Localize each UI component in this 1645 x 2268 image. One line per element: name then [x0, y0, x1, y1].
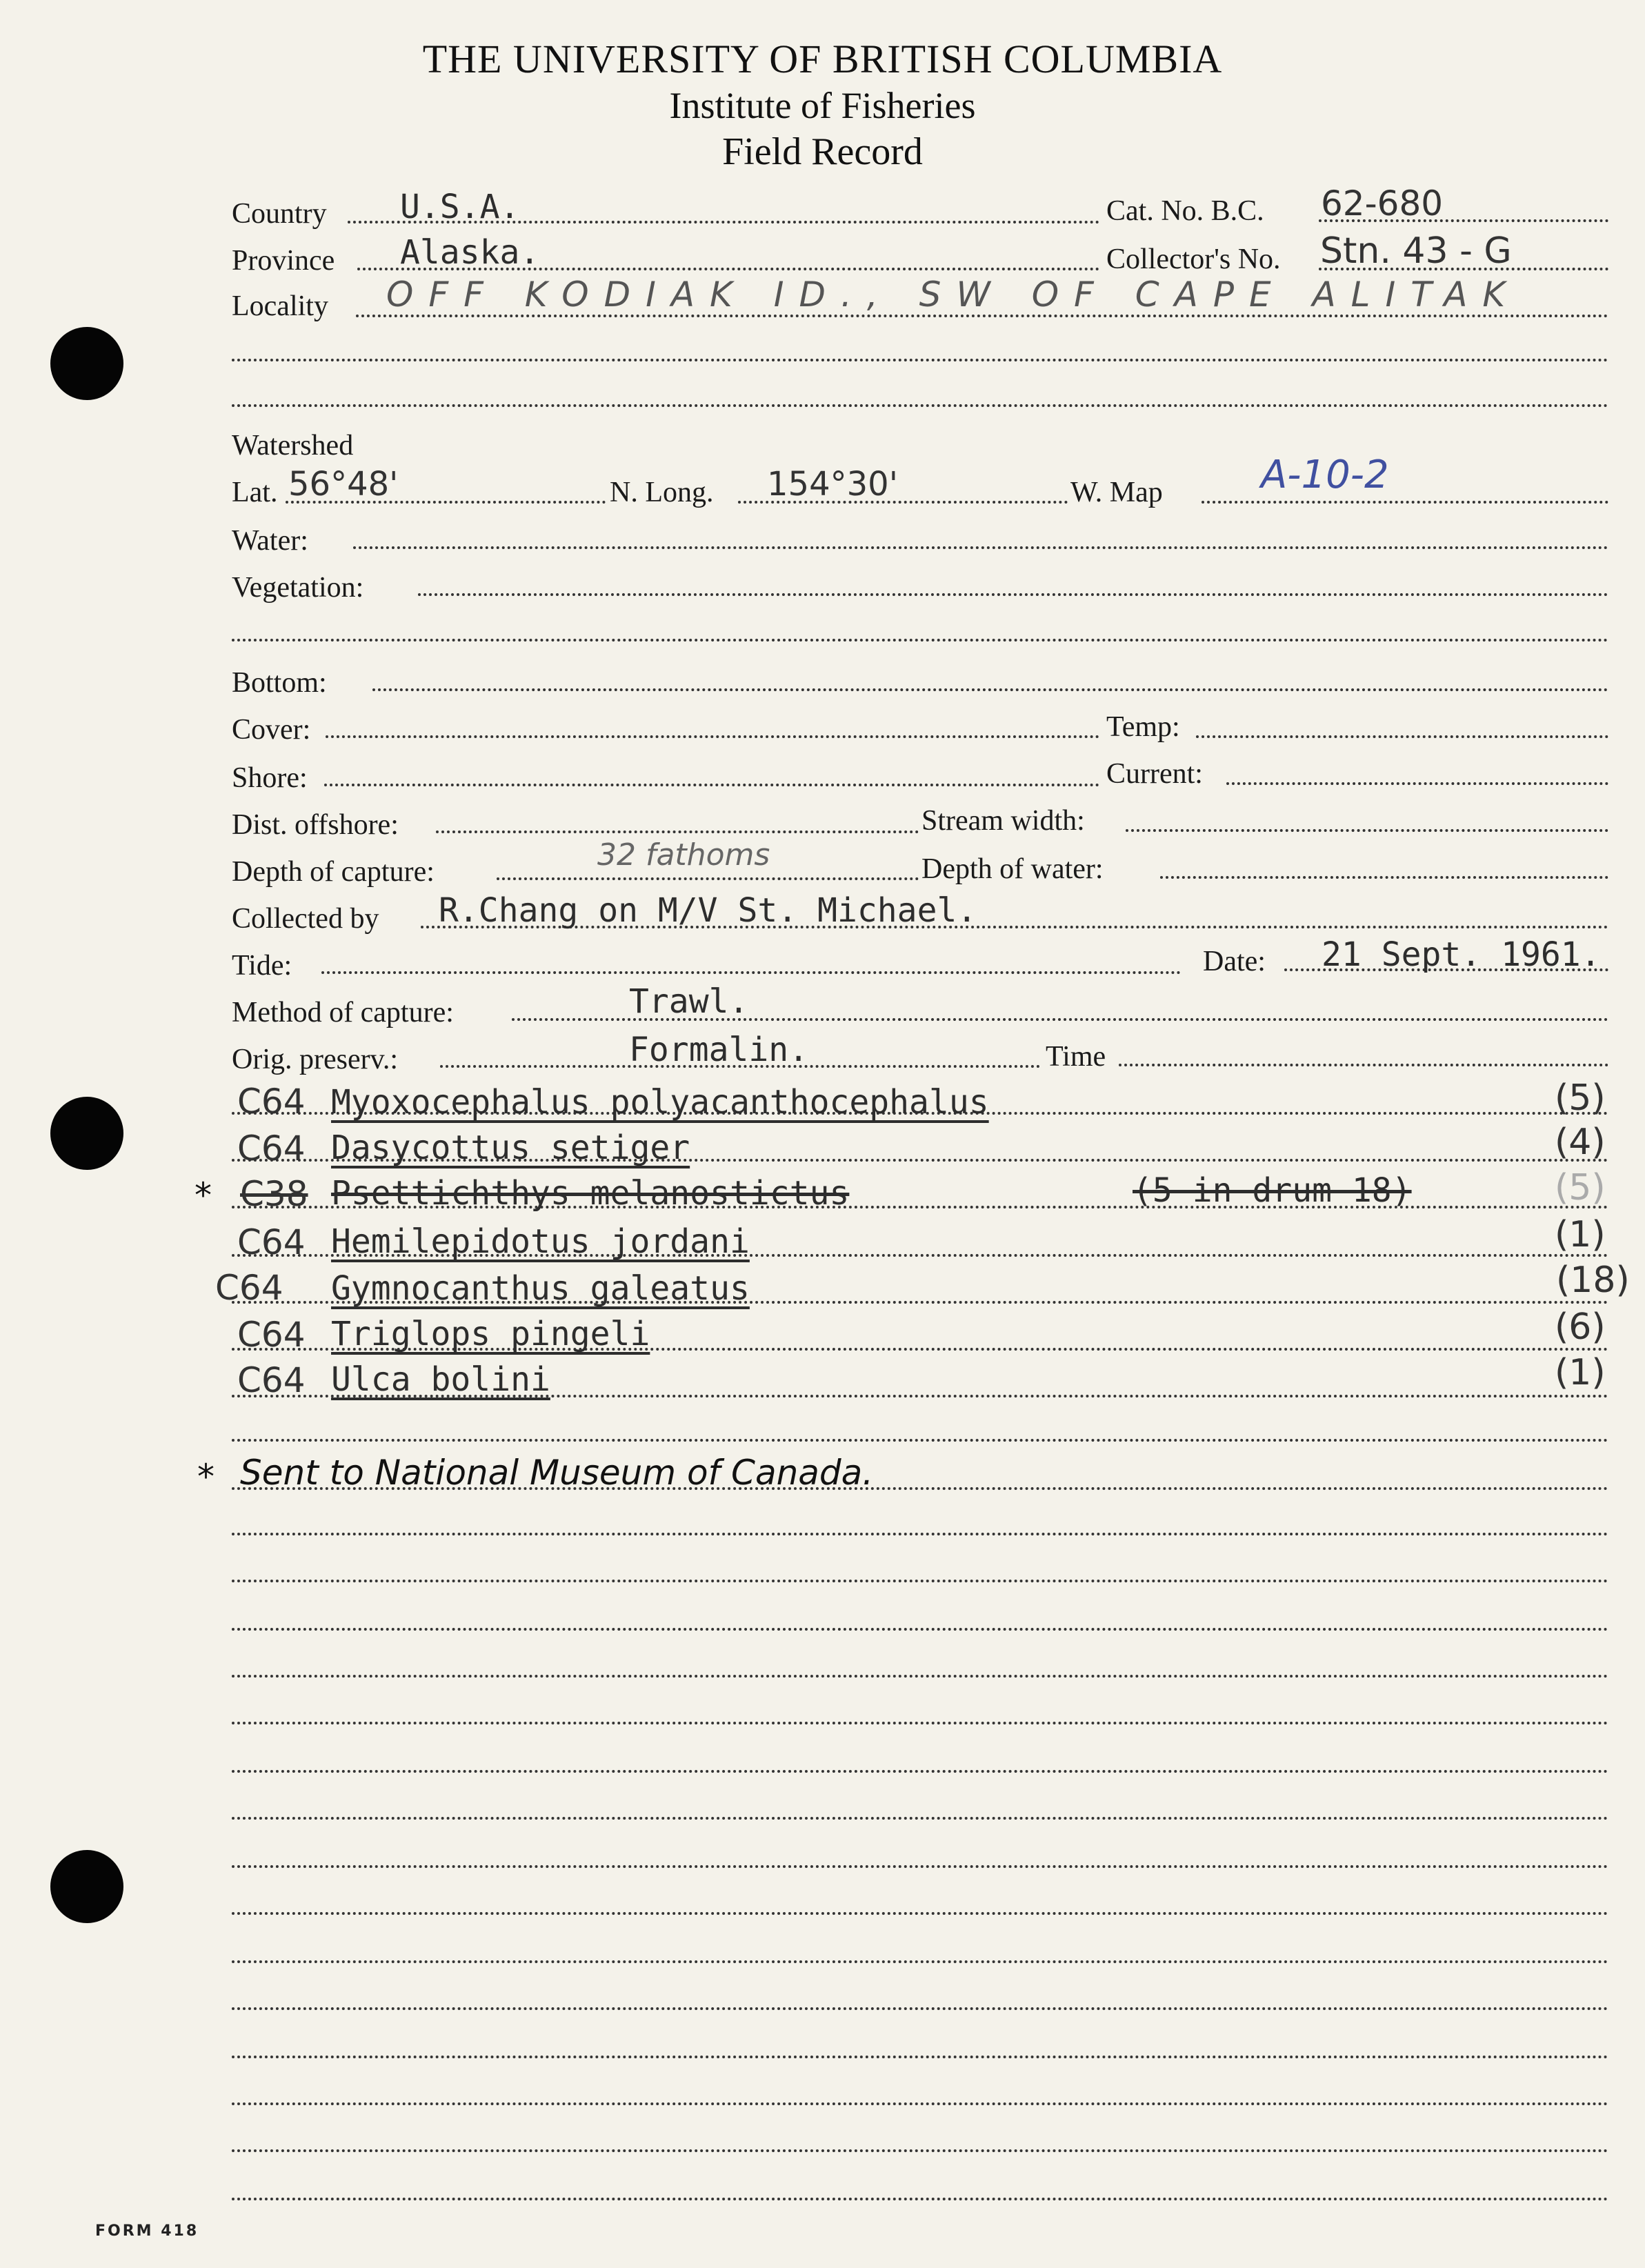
date-label: Date: — [1203, 946, 1266, 977]
university-title: THE UNIVERSITY OF BRITISH COLUMBIA — [422, 37, 1223, 81]
species-name: Psettichthys melanostictus — [331, 1174, 850, 1213]
w-map-label: W. Map — [1070, 477, 1163, 508]
species-count: (1) — [1555, 1352, 1606, 1393]
species-code: C64 — [237, 1222, 306, 1262]
n-long-label: N. Long. — [610, 477, 714, 508]
stream-width-label: Stream width: — [921, 805, 1085, 837]
shore-label: Shore: — [232, 762, 308, 794]
orig-preserv-value: Formalin. — [629, 1031, 809, 1069]
depth-of-capture-label: Depth of capture: — [232, 856, 435, 888]
water-label: Water: — [232, 525, 308, 557]
species-count: (5) — [1555, 1167, 1606, 1208]
long-value: 154°30' — [767, 465, 898, 504]
institute-title: Institute of Fisheries — [669, 85, 976, 126]
depth-of-capture-value: 32 fathoms — [597, 837, 770, 873]
species-code: C64 — [237, 1082, 306, 1122]
locality-label: Locality — [232, 290, 328, 322]
species-count: (1) — [1555, 1214, 1606, 1255]
punch-hole-bottom — [50, 1850, 123, 1923]
depth-of-water-label: Depth of water: — [921, 853, 1104, 885]
country-label: Country — [232, 198, 327, 230]
species-name: Dasycottus setiger — [331, 1128, 690, 1167]
species-note: (5 in drum 18) — [1133, 1171, 1412, 1210]
species-code: C64 — [237, 1128, 306, 1168]
country-value: U.S.A. — [400, 188, 520, 226]
species-count: (6) — [1555, 1306, 1606, 1348]
cat-no-label: Cat. No. B.C. — [1106, 195, 1264, 227]
collected-by-value: R.Chang on M/V St. Michael. — [439, 891, 977, 930]
current-label: Current: — [1106, 758, 1203, 790]
collected-by-label: Collected by — [232, 903, 379, 935]
species-name: Myoxocephalus polyacanthocephalus — [331, 1083, 989, 1122]
species-code: C64 — [237, 1315, 306, 1355]
lat-label: Lat. — [232, 477, 278, 508]
province-value: Alaska. — [400, 233, 540, 272]
form-number: FORM 418 — [95, 2222, 199, 2240]
date-value: 21 Sept. 1961. — [1322, 935, 1601, 974]
time-label: Time — [1046, 1041, 1106, 1073]
tide-label: Tide: — [232, 950, 292, 982]
species-count: (4) — [1555, 1122, 1606, 1163]
lat-value: 56°48' — [288, 465, 399, 504]
locality-value: OFF KODIAK ID., SW OF CAPE ALITAK — [386, 275, 1521, 315]
method-of-capture-value: Trawl. — [629, 982, 749, 1021]
punch-hole-top — [50, 327, 123, 400]
temp-label: Temp: — [1106, 711, 1180, 743]
map-value: A-10-2 — [1261, 452, 1389, 497]
species-name: Triglops pingeli — [331, 1315, 650, 1353]
species-count: (5) — [1555, 1077, 1606, 1119]
province-label: Province — [232, 245, 335, 277]
bottom-label: Bottom: — [232, 667, 327, 699]
footnote-marker: * — [197, 1457, 215, 1497]
species-code: C64 — [237, 1360, 306, 1400]
cat-no-value: 62-680 — [1321, 183, 1444, 223]
species-name: Hemilepidotus jordani — [331, 1222, 750, 1261]
vegetation-label: Vegetation: — [232, 572, 364, 604]
species-count: (18) — [1556, 1260, 1630, 1301]
species-name: Ulca bolini — [331, 1360, 550, 1399]
cover-label: Cover: — [232, 714, 311, 746]
species-name: Gymnocanthus galeatus — [331, 1269, 750, 1308]
species-code: C38 — [240, 1174, 308, 1214]
watershed-label: Watershed — [232, 430, 354, 461]
species-prefix-asterisk: * — [195, 1175, 212, 1215]
punch-hole-middle — [50, 1097, 123, 1170]
method-of-capture-label: Method of capture: — [232, 997, 454, 1028]
species-code: C64 — [215, 1268, 283, 1308]
record-title: Field Record — [722, 130, 923, 173]
collectors-no-value: Stn. 43 - G — [1320, 230, 1512, 272]
dist-offshore-label: Dist. offshore: — [232, 809, 399, 841]
collectors-no-label: Collector's No. — [1106, 243, 1281, 275]
footnote-text: Sent to National Museum of Canada. — [240, 1453, 874, 1493]
orig-preserv-label: Orig. preserv.: — [232, 1044, 399, 1075]
